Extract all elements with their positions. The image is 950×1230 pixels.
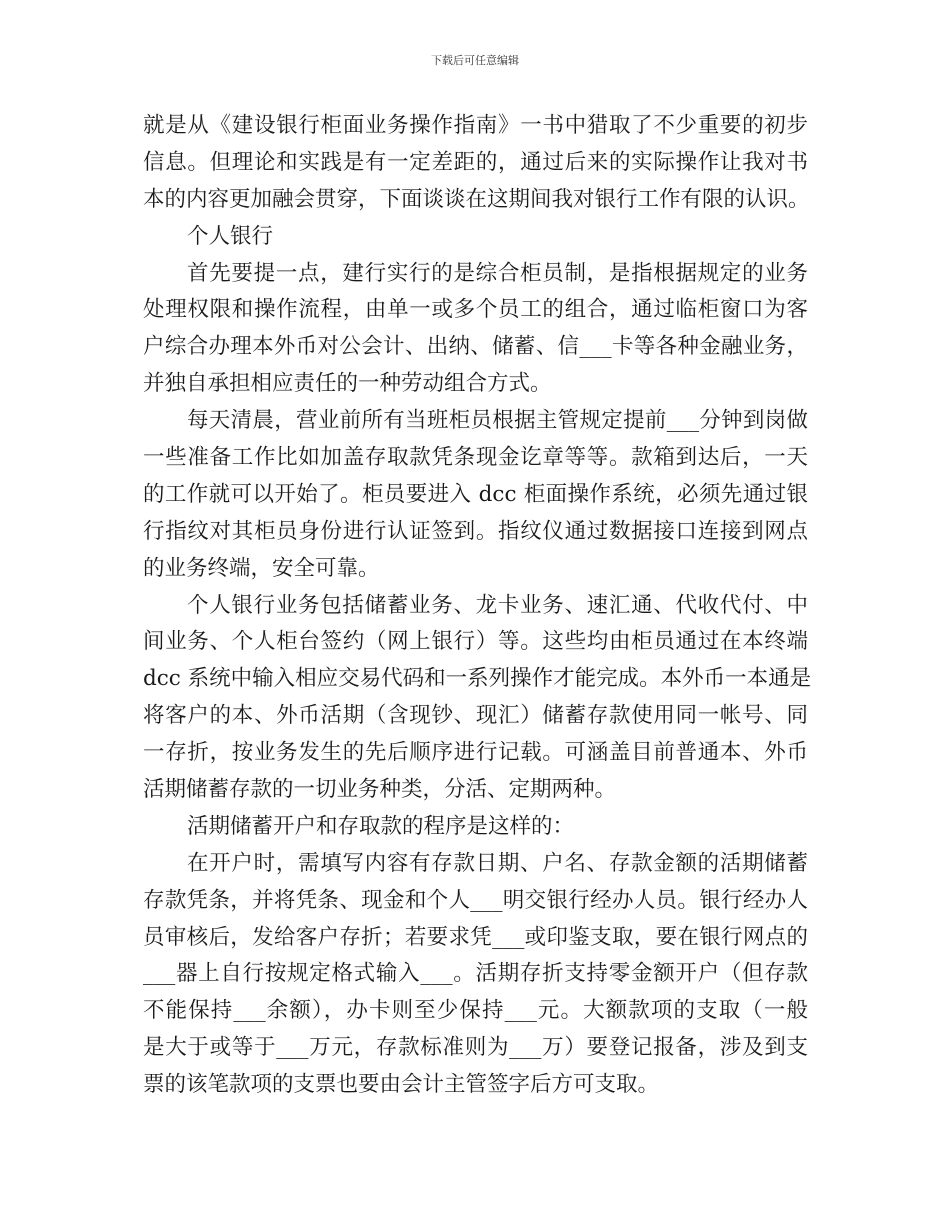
body-line: 的业务终端，安全可靠。 xyxy=(143,555,380,581)
body-line: 信息。但理论和实践是有一定差距的，通过后来的实际操作让我对书 xyxy=(143,149,808,175)
document-body xyxy=(143,108,812,1104)
body-line: 行指纹对其柜员身份进行认证签到。指纹仪通过数据接口连接到网点 xyxy=(143,518,808,544)
body-line: ___器上自行按规定格式输入___。活期存折支持零金额开户（但存款 xyxy=(143,961,808,987)
body-line: 是大于或等于___万元，存款标准则为___万）要登记报备，涉及到支 xyxy=(143,1035,808,1061)
body-line: 间业务、个人柜台签约（网上银行）等。这些均由柜员通过在本终端 xyxy=(143,629,808,655)
body-line: 活期储蓄存款的一切业务种类，分活、定期两种。 xyxy=(143,777,617,803)
body-line: 户综合办理本外币对公会计、出纳、储蓄、信___卡等各种金融业务， xyxy=(143,334,808,360)
body-line: 员审核后，发给客户存折；若要求凭___或印鉴支取，要在银行网点的 xyxy=(143,924,808,950)
body-line: 本的内容更加融会贯穿，下面谈谈在这期间我对银行工作有限的认识。 xyxy=(143,186,810,212)
body-line: 存款凭条，并将凭条、现金和个人___明交银行经办人员。银行经办人 xyxy=(143,887,808,913)
body-line: 每天清晨，营业前所有当班柜员根据主管规定提前___分钟到岗做 xyxy=(187,408,808,434)
body-line: 一些准备工作比如加盖存取款凭条现金讫章等等。款箱到达后，一天 xyxy=(143,445,808,471)
body-line: 票的该笔款项的支票也要由会计主管签字后方可支取。 xyxy=(143,1072,660,1098)
body-line: 活期储蓄开户和存取款的程序是这样的： xyxy=(187,813,575,839)
body-line: 个人银行业务包括储蓄业务、龙卡业务、速汇通、代收代付、中 xyxy=(187,592,808,618)
body-line: 在开户时，需填写内容有存款日期、户名、存款金额的活期储蓄 xyxy=(187,850,808,876)
body-line: 一存折，按业务发生的先后顺序进行记载。可涵盖目前普通本、外币 xyxy=(143,740,808,766)
body-line: 就是从《建设银行柜面业务操作指南》一书中猎取了不少重要的初步 xyxy=(143,113,808,138)
page-header: 下载后可任意编辑 xyxy=(431,54,519,67)
body-line: 首先要提一点，建行实行的是综合柜员制，是指根据规定的业务 xyxy=(187,260,808,286)
body-line: 处理权限和操作流程，由单一或多个员工的组合，通过临柜窗口为客 xyxy=(143,297,808,323)
body-line: 并独自承担相应责任的一种劳动组合方式。 xyxy=(143,371,552,397)
body-line: dcc 系统中输入相应交易代码和一系列操作才能完成。本外币一本通是 xyxy=(143,666,812,692)
body-line: 的工作就可以开始了。柜员要进入 dcc 柜面操作系统，必须先通过银 xyxy=(143,481,808,507)
section-heading: 个人银行 xyxy=(187,223,274,249)
body-line: 不能保持___余额），办卡则至少保持___元。大额款项的支取（一般 xyxy=(143,998,808,1024)
body-line: 将客户的本、外币活期（含现钞、现汇）储蓄存款使用同一帐号、同 xyxy=(143,703,808,729)
